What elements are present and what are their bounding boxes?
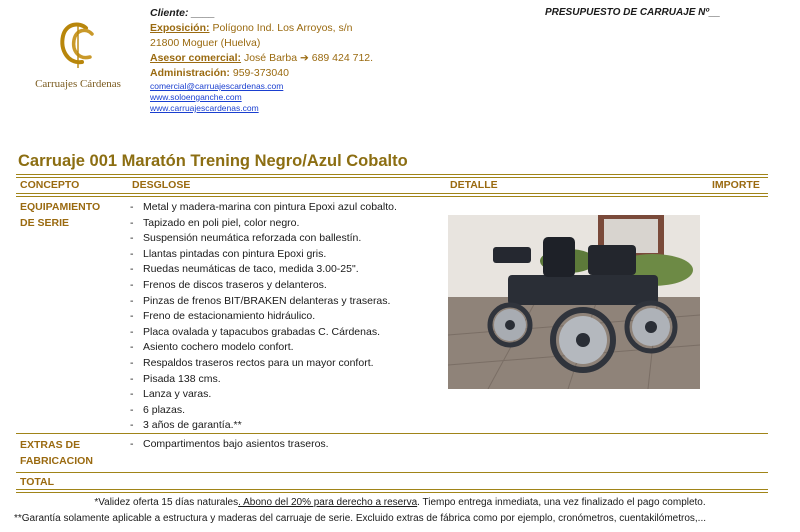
client-field: Cliente: ____ xyxy=(150,7,215,19)
table-top-rule xyxy=(16,174,768,178)
header-bottom-rule xyxy=(16,193,768,197)
header-desglose: DESGLOSE xyxy=(132,179,191,191)
standard-items-list xyxy=(130,200,440,434)
concept-standard-line1: EQUIPAMIENTO xyxy=(20,201,101,213)
concept-extras-line1: EXTRAS DE xyxy=(20,439,81,451)
list-item: - Metal y madera-marina con pintura Epoxi azul cobalto. xyxy=(130,200,440,216)
company-logo xyxy=(22,18,134,98)
admin-line xyxy=(150,66,450,81)
exposition-label: Exposición: xyxy=(150,22,210,34)
extras-item: - Compartimentos bajo asientos traseros. xyxy=(130,438,329,450)
arrow-right-icon: ➔ xyxy=(300,52,309,64)
list-item: - Suspensión neumática reforzada con ballestín. xyxy=(130,231,440,247)
postal-city: 21800 Moguer (Huelva) xyxy=(150,37,261,49)
list-item: - Placa ovalada y tapacubos grabadas C. Cárdenas. xyxy=(130,325,440,341)
exposition-value: Polígono Ind. Los Arroyos, s/n xyxy=(212,22,353,34)
cc-monogram-icon xyxy=(52,18,104,74)
footer-validity xyxy=(0,497,800,508)
list-item: - Lanza y varas. xyxy=(130,387,440,403)
carriage-title: Carruaje 001 Maratón Trening Negro/Azul Cobalto xyxy=(18,152,408,170)
header-detalle: DETALLE xyxy=(450,179,498,191)
concept-standard xyxy=(20,199,100,231)
list-item: - Ruedas neumáticas de taco, medida 3.00-25". xyxy=(130,262,440,278)
concept-extras xyxy=(20,437,93,469)
list-item: - Pinzas de frenos BIT/BRAKEN delanteras y traseras. xyxy=(130,294,440,310)
list-item: - Pisada 138 cms. xyxy=(130,372,440,388)
list-item: - 6 plazas. xyxy=(130,403,440,419)
web-link-carruajescardenas[interactable]: www.carruajescardenas.com xyxy=(150,103,259,113)
list-item: - Tapizado en poli piel, color negro. xyxy=(130,216,440,232)
contact-block xyxy=(150,6,450,114)
footer-warranty: **Garantía solamente aplicable a estructura y maderas del carruaje de serie. Excluido extras de fábrica como por ejemplo, cronómetros, cuentakilómetros,... xyxy=(14,513,707,524)
web-link-soloenganche[interactable]: www.soloenganche.com xyxy=(150,92,242,102)
carriage-photo xyxy=(448,215,700,389)
email-link[interactable]: comercial@carruajescardenas.com xyxy=(150,81,284,91)
header-importe: IMPORTE xyxy=(712,179,760,191)
concept-extras-line2: FABRICACION xyxy=(20,455,93,467)
advisor-line xyxy=(150,51,450,66)
advisor-label: Asesor comercial: xyxy=(150,52,242,64)
logo-text: Carruajes Cárdenas xyxy=(35,78,121,90)
list-item: - Freno de estacionamiento hidráulico. xyxy=(130,309,440,325)
admin-label: Administración: xyxy=(150,67,230,79)
footer-validity-b: . Abono del 20% para derecho a reserva xyxy=(238,497,418,508)
list-item: - 3 años de garantía.** xyxy=(130,418,440,434)
list-item: - Asiento cochero modelo confort. xyxy=(130,340,440,356)
budget-number: PRESUPUESTO DE CARRUAJE Nº__ xyxy=(545,7,721,18)
admin-value: 959-373040 xyxy=(232,67,289,79)
list-item: - Frenos de discos traseros y delanteros. xyxy=(130,278,440,294)
exposition-line xyxy=(150,21,450,36)
footer-validity-c: . Tiempo entrega inmediata, una vez finalizado el pago completo. xyxy=(417,497,706,508)
concept-standard-line2: DE SERIE xyxy=(20,217,70,229)
footer-validity-a: *Validez oferta 15 días naturales xyxy=(94,497,239,508)
row-divider xyxy=(16,472,768,473)
list-item: - Respaldos traseros rectos para un mayor confort. xyxy=(130,356,440,372)
header-concepto: CONCEPTO xyxy=(20,179,80,191)
advisor-value: José Barba xyxy=(243,52,298,64)
total-label: TOTAL xyxy=(20,476,55,488)
table-bottom-rule xyxy=(16,489,768,493)
list-item: - Llantas pintadas con pintura Epoxi gris. xyxy=(130,247,440,263)
advisor-phone: 689 424 712. xyxy=(311,52,374,64)
